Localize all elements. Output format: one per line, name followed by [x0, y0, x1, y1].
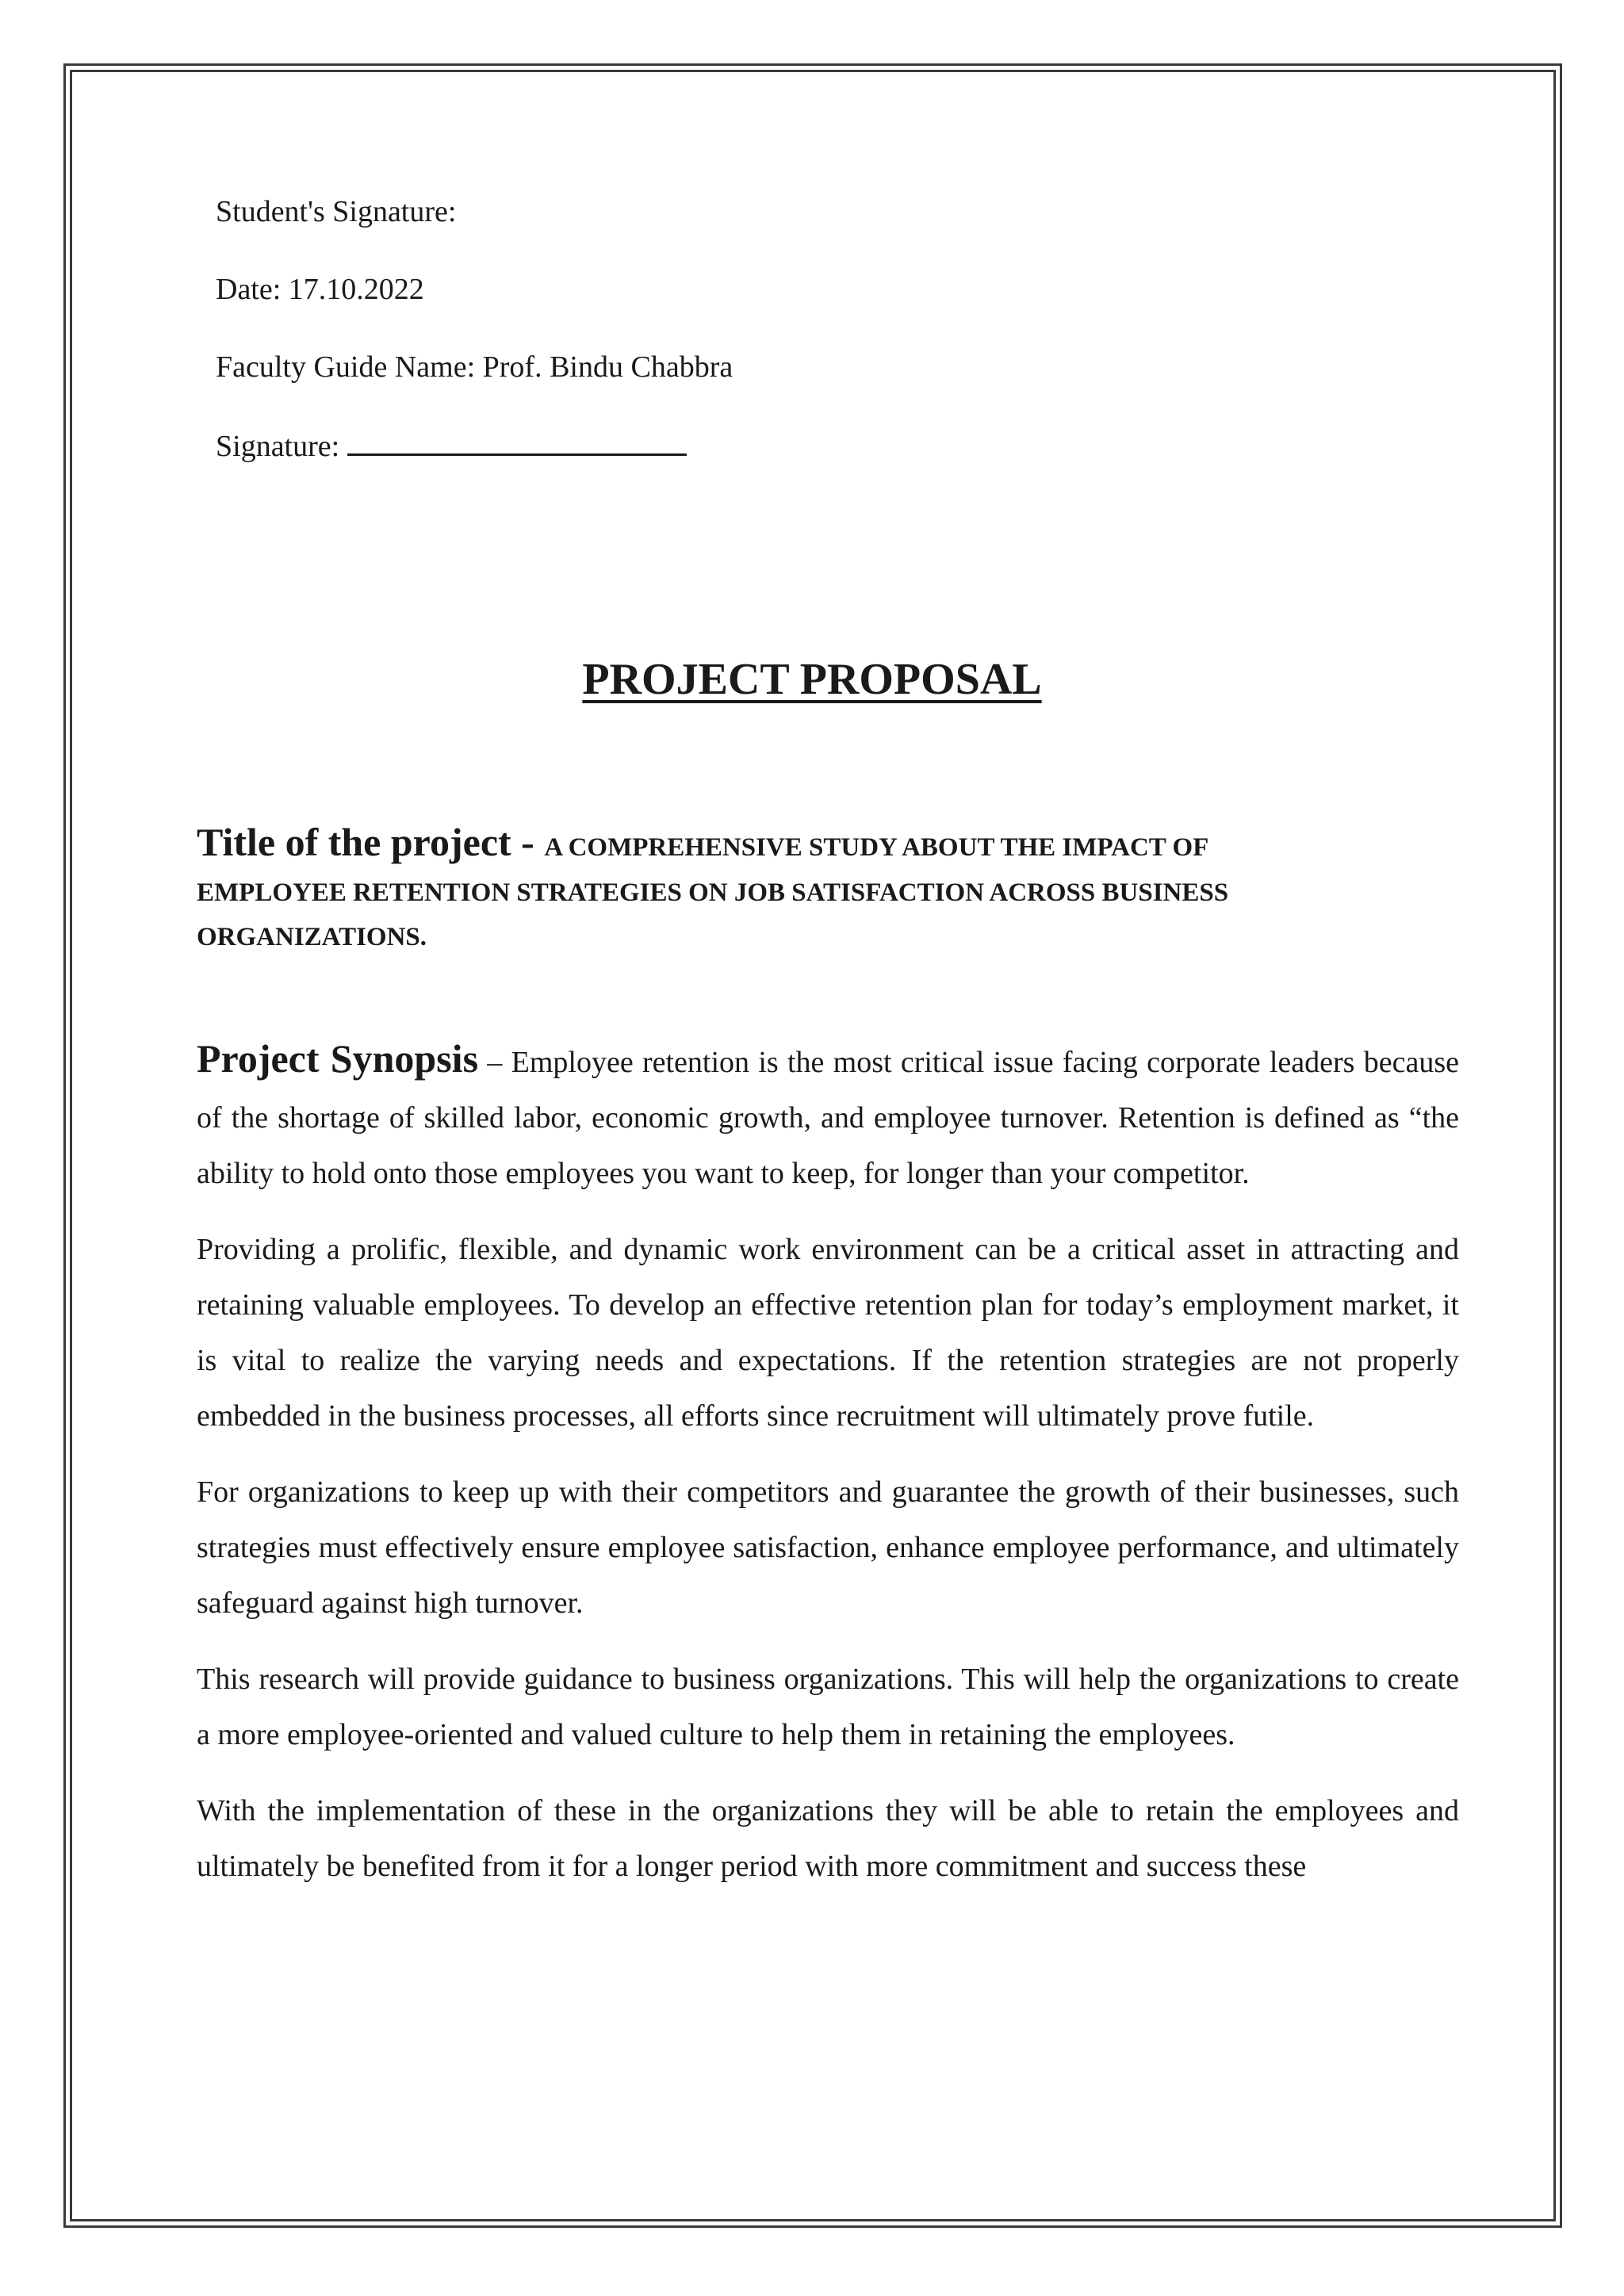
synopsis-block: [197, 1031, 1459, 1915]
project-title-line-2: EMPLOYEE RETENTION STRATEGIES ON JOB SATISFACTION ACROSS BUSINESS: [197, 878, 1229, 907]
synopsis-paragraph-3: For organizations to keep up with their competitors and guarantee the growth of their businesses, such strategies must effectively ensure employee satisfaction, enhance employee performance, and ultimately safeguard against high turnover.: [197, 1475, 1459, 1620]
synopsis-paragraph-4: This research will provide guidance to business organizations. This will help the organizations to create a more employee-oriented and valued culture to help them in retaining the employees.: [197, 1663, 1459, 1751]
synopsis-paragraph-5: With the implementation of these in the organizations they will be able to retain the employees and ultimately be benefited from it for a longer period with more commitment and success these: [197, 1794, 1459, 1883]
signature-label: Signature:: [216, 430, 340, 463]
date-line: Date: 17.10.2022: [216, 273, 424, 306]
synopsis-separator: –: [478, 1046, 511, 1079]
project-title-separator: -: [511, 820, 545, 864]
proposal-heading-text: PROJECT PROPOSAL: [582, 655, 1042, 704]
project-title-line-3: ORGANIZATIONS.: [197, 923, 427, 951]
header-block: [216, 193, 1167, 506]
faculty-guide-line: Faculty Guide Name: Prof. Bindu Chabbra: [216, 350, 733, 384]
project-title-label: Title of the project: [197, 820, 511, 864]
synopsis-paragraph-2: Providing a prolific, flexible, and dynamic work environment can be a critical asset in attracting and retaining valuable employees. To develop an effective retention plan for today’s employment market, it is vital to realize the varying needs and expectations. If the retention strategies are not properly embedded in the business processes, all efforts since recruitment will ultimately prove futile.: [197, 1233, 1459, 1433]
signature-blank: [347, 427, 687, 456]
synopsis-paragraph-1-text: Employee retention is the most critical issue facing corporate leaders because of the shortage of skilled labor, economic growth, and employee turnover. Retention is defined as “the ability to hold onto those employees you want to keep, for longer than your competitor.: [197, 1046, 1460, 1190]
student-signature-line: Student's Signature:: [216, 195, 457, 228]
proposal-heading: [0, 652, 1624, 707]
project-title-text-1: A COMPREHENSIVE STUDY ABOUT THE IMPACT OF: [544, 833, 1209, 862]
project-title-line-1: [197, 818, 1465, 871]
synopsis-paragraph-1: [197, 1031, 1459, 1201]
signature-line: [216, 427, 1167, 465]
synopsis-label: Project Synopsis: [197, 1036, 479, 1081]
project-title-block: [197, 818, 1465, 959]
